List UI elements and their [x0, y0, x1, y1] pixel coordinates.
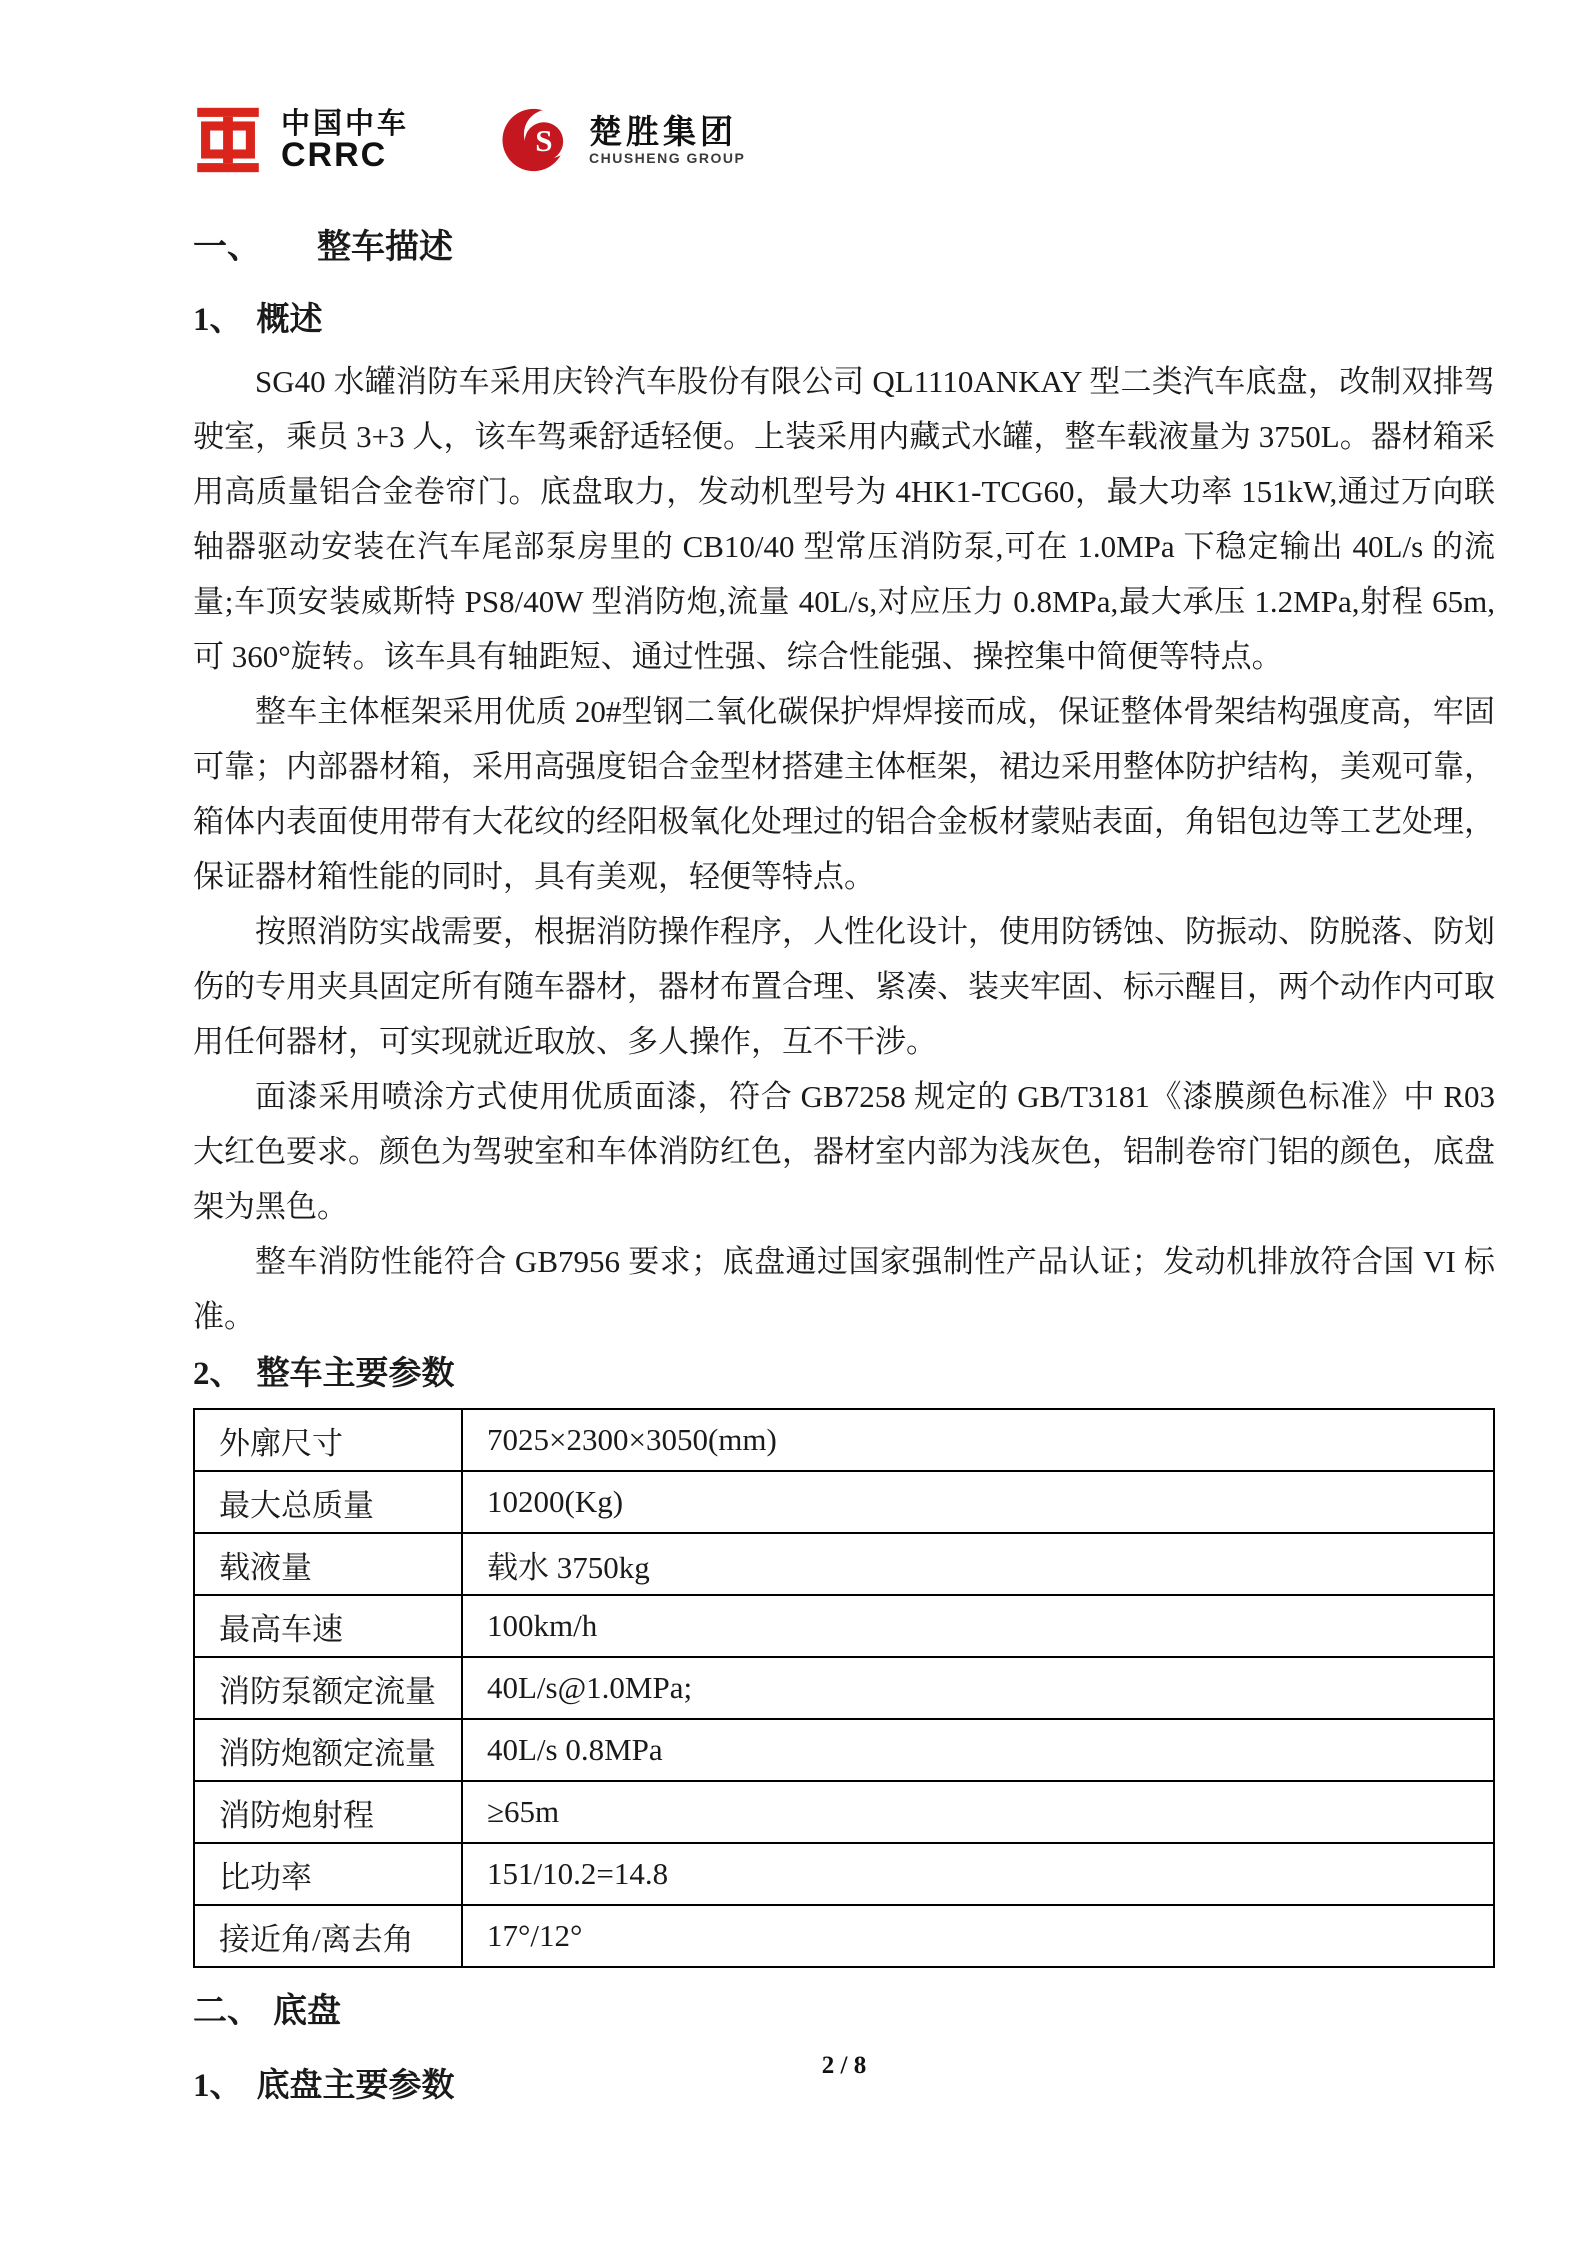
param-label: 比功率 [194, 1843, 462, 1905]
chusheng-english-name: CHUSHENG GROUP [589, 150, 746, 166]
param-label: 最高车速 [194, 1595, 462, 1657]
table-row [194, 1719, 1494, 1781]
param-value: 17°/12° [462, 1905, 1494, 1967]
section-number: 一、 [193, 229, 261, 266]
param-value: 151/10.2=14.8 [462, 1843, 1494, 1905]
param-label: 最大总质量 [194, 1471, 462, 1533]
table-row [194, 1533, 1494, 1595]
subsection-title: 底盘主要参数 [256, 2068, 455, 2104]
table-row [194, 1905, 1494, 1967]
section-number: 二、 [193, 1993, 261, 2030]
section-heading-chassis [193, 1992, 1495, 2032]
crrc-english-name: CRRC [281, 136, 388, 174]
param-value: 载水 3750kg [462, 1533, 1494, 1595]
overview-body [193, 354, 1495, 1344]
subsection-title: 整车主要参数 [256, 1356, 455, 1392]
section-heading-vehicle-description [193, 228, 1495, 268]
section-title: 整车描述 [317, 229, 453, 266]
subsection-number: 1、 [193, 302, 243, 338]
crrc-logo [193, 104, 409, 176]
chusheng-wordmark [589, 114, 745, 166]
main-parameters-table [193, 1408, 1495, 1968]
overview-paragraph: 整车主体框架采用优质 20#型钢二氧化碳保护焊焊接而成，保证整体骨架结构强度高，牢固可靠；内部器材箱，采用高强度铝合金型材搭建主体框架，裙边采用整体防护结构，美观可靠，箱体内表面使用带有大花纹的经阳极氧化处理过的铝合金板材蒙贴表面，角铝包边等工艺处理，保证器材箱性能的同时，具有美观，轻便等特点。 [193, 694, 1495, 894]
chusheng-logo [501, 103, 745, 177]
param-label: 载液量 [194, 1533, 462, 1595]
overview-paragraph: SG40 水罐消防车采用庆铃汽车股份有限公司 QL1110ANKAY 型二类汽车底盘，改制双排驾驶室，乘员 3+3 人，该车驾乘舒适轻便。上装采用内藏式水罐，整车载液量为 3750L。器材箱采用高质量铝合金卷帘门。底盘取力，发动机型号为 4HK1-TCG60，最大功率 151kW,通过万向联轴器驱动安装在汽车尾部泵房里的 CB10/40 型常压消防泵,可在 1.0MPa 下稳定输出 40L/s 的流量;车顶安装威斯特 PS8/40W 型消防炮,流量 40L/s,对应压力 0.8MPa,最大承压 1.2MPa,射程 65m,可 360°旋转。该车具有轴距短、通过性强、综合性能强、操控集中简便等特点。 [193, 364, 1495, 674]
param-label: 消防泵额定流量 [194, 1657, 462, 1719]
param-value: 100km/h [462, 1595, 1494, 1657]
table-row [194, 1595, 1494, 1657]
table-row [194, 1843, 1494, 1905]
subsection-heading-main-parameters [193, 1354, 1495, 1394]
param-label: 消防炮射程 [194, 1781, 462, 1843]
param-value: 7025×2300×3050(mm) [462, 1409, 1494, 1471]
table-row [194, 1409, 1494, 1471]
subsection-number: 1、 [193, 2068, 243, 2104]
crrc-wordmark [281, 108, 410, 174]
table-row [194, 1471, 1494, 1533]
param-value: 10200(Kg) [462, 1471, 1494, 1533]
param-label: 接近角/离去角 [194, 1905, 462, 1967]
svg-text:S: S [535, 123, 553, 159]
overview-paragraph: 按照消防实战需要，根据消防操作程序，人性化设计，使用防锈蚀、防振动、防脱落、防划伤的专用夹具固定所有随车器材，器材布置合理、紧凑、装夹牢固、标示醒目，两个动作内可取用任何器材，可实现就近取放、多人操作，互不干涉。 [193, 914, 1495, 1059]
chusheng-emblem-icon [501, 103, 575, 177]
chusheng-chinese-name: 楚胜集团 [589, 113, 738, 150]
table-row [194, 1657, 1494, 1719]
overview-paragraph: 面漆采用喷涂方式使用优质面漆，符合 GB7258 规定的 GB/T3181《漆膜颜色标准》中 R03 大红色要求。颜色为驾驶室和车体消防红色，器材室内部为浅灰色，铝制卷帘门铝的颜色，底盘架为黑色。 [193, 1079, 1495, 1224]
header-logos [193, 100, 1495, 180]
param-value: 40L/s@1.0MPa; [462, 1657, 1494, 1719]
page-number: 2 / 8 [821, 2052, 867, 2079]
param-label: 外廓尺寸 [194, 1409, 462, 1471]
overview-paragraph: 整车消防性能符合 GB7956 要求；底盘通过国家强制性产品认证；发动机排放符合国 VI 标准。 [193, 1244, 1495, 1334]
section-title: 底盘 [273, 1993, 341, 2030]
subsection-title: 概述 [256, 302, 323, 338]
crrc-chinese-name: 中国中车 [281, 108, 410, 140]
crrc-emblem-icon [193, 104, 263, 176]
table-row [194, 1781, 1494, 1843]
param-value: 40L/s 0.8MPa [462, 1719, 1494, 1781]
param-label: 消防炮额定流量 [194, 1719, 462, 1781]
subsection-heading-overview [193, 300, 1495, 340]
param-value: ≥65m [462, 1781, 1494, 1843]
subsection-number: 2、 [193, 1356, 243, 1392]
